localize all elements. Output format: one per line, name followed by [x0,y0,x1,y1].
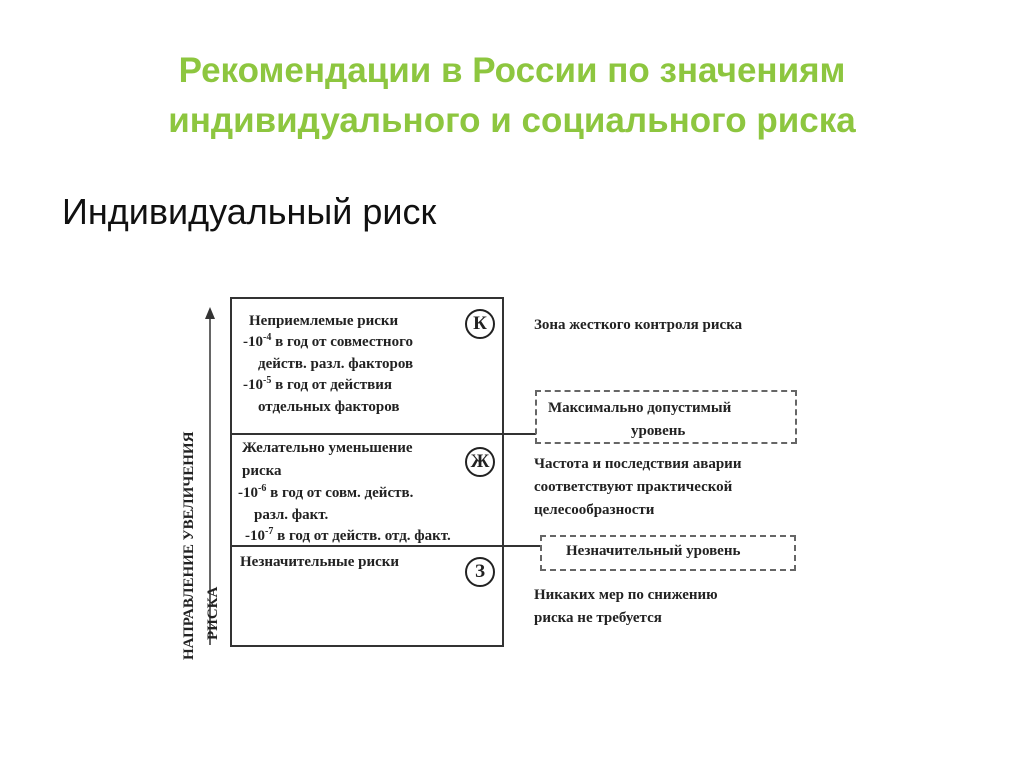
zone-k-line-1 [243,332,413,353]
no-measures-line-2: риска не требуется [534,610,662,626]
zone-k-line-3-text: в год от действия [271,377,392,393]
axis-arrow-head [205,307,215,319]
zone-k-line-4: отдельных факторов [258,399,400,415]
zone-k-heading: Неприемлемые риски [249,313,399,329]
practical-note-line-3: целесообразности [534,502,655,518]
title-line-1: Рекомендации в России по значениям [178,51,846,90]
zone-zh-heading-2: риска [242,463,282,479]
zone-k-line-1-text: в год от совместного [271,334,414,350]
no-measures-line-1: Никаких мер по снижению [534,587,718,603]
zone-k-line-3-base: -10 [243,377,263,393]
zone-k-line-3-exp: -5 [263,375,272,386]
zone-z-badge: З [465,557,495,587]
zone-zh-heading-1: Желательно уменьшение [242,440,413,456]
practical-note-line-1: Частота и последствия аварии [534,456,742,472]
zone-zh-badge: Ж [465,447,495,477]
zone-zh-line-3-exp: -7 [265,526,274,537]
axis-label-line-2: РИСКА [205,586,221,640]
zone-k-line-1-base: -10 [243,334,263,350]
zone-zh-line-1-exp: -6 [258,483,267,494]
max-permissible-level-line-1: Максимально допустимый [548,400,732,416]
zone-zh-line-3-text: в год от действ. отд. факт. [273,528,451,544]
zone-k-badge: К [465,309,495,339]
title-line-2: индивидуального и социального риска [168,101,856,140]
axis-label-line-1: НАПРАВЛЕНИЕ УВЕЛИЧЕНИЯ [181,431,197,660]
zone-zh-line-1-text: в год от совм. действ. [266,485,414,501]
zone-zh-line-3 [245,526,451,547]
max-permissible-level-line-2: уровень [631,423,686,439]
zone-zh-line-2: разл. факт. [254,507,329,523]
zone-zh-line-3-base: -10 [245,528,265,544]
zone-z-heading: Незначительные риски [240,554,400,570]
zone-k-line-3 [243,375,392,396]
zone-k-line-2: действ. разл. факторов [258,356,414,372]
negligible-level-label: Незначительный уровень [566,543,741,559]
zone-k-line-1-exp: -4 [263,332,272,343]
hard-control-zone-label: Зона жесткого контроля риска [534,317,743,333]
slide-title [0,46,1024,146]
practical-note-line-2: соответствуют практической [534,479,733,495]
zone-zh-line-1-base: -10 [238,485,258,501]
boundary-max-level [230,433,536,435]
slide-subtitle: Индивидуальный риск [62,191,437,232]
zone-zh-line-1 [238,483,413,504]
